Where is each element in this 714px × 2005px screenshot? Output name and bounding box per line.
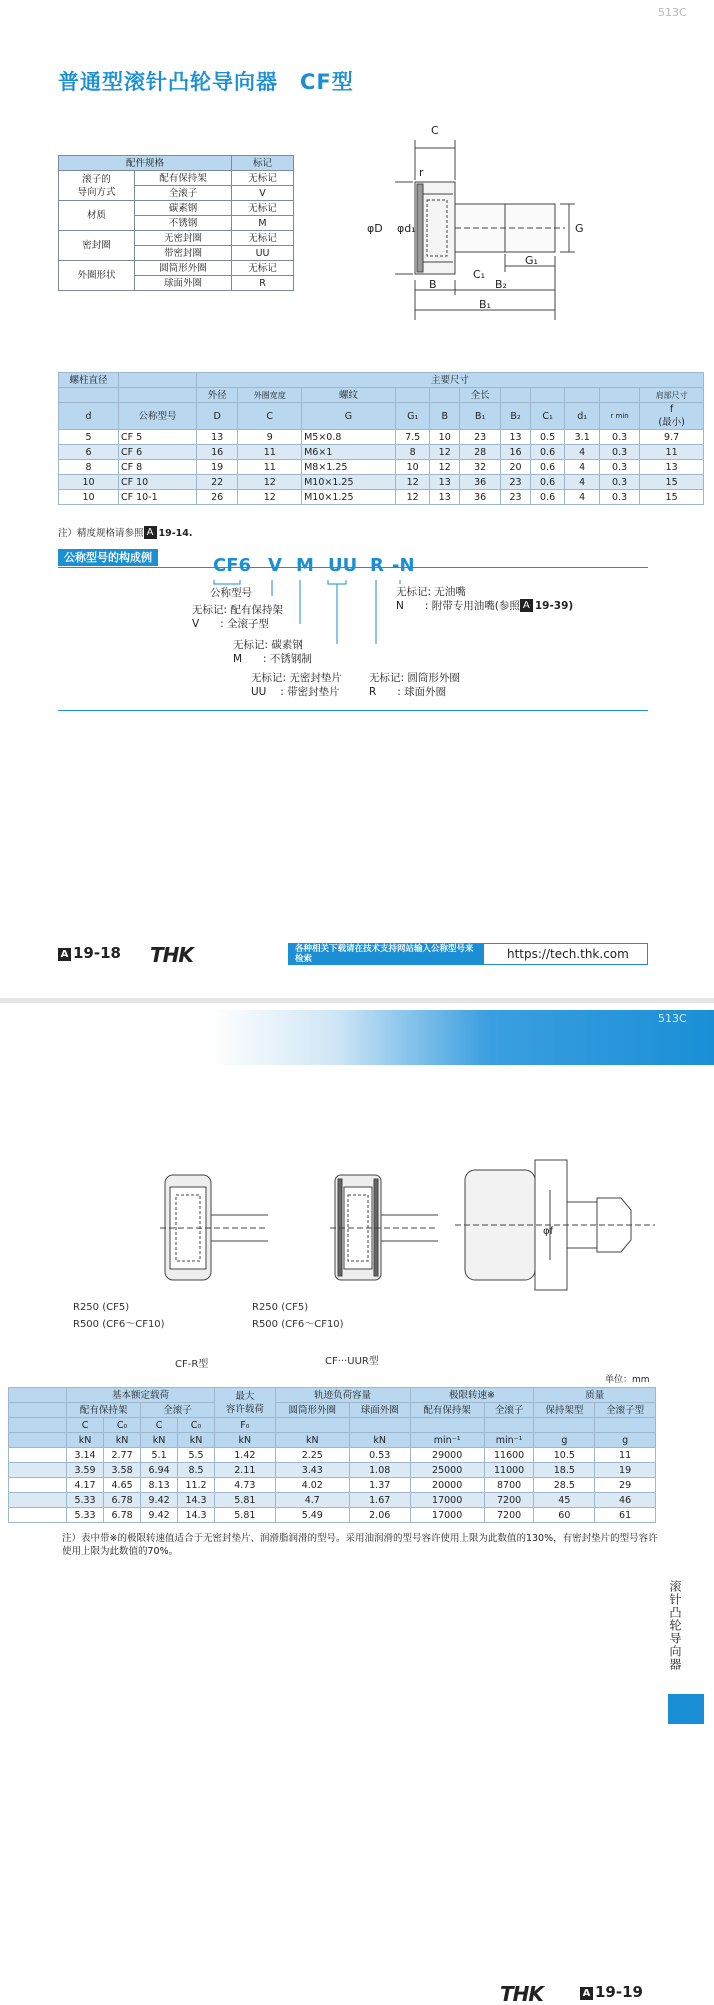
table-cell: 10 bbox=[395, 460, 430, 475]
load-header: 最大 容许载荷 bbox=[214, 1388, 275, 1418]
cf-uur-drawing bbox=[320, 1165, 440, 1295]
load-header: 全滚子 bbox=[141, 1403, 215, 1418]
a-ref-icon: A bbox=[580, 1987, 593, 2000]
load-header: 保持架型 bbox=[534, 1403, 595, 1418]
dims-header: 螺柱直径 bbox=[59, 373, 119, 388]
spec-cell: 碳素钢 bbox=[135, 201, 232, 216]
load-header: C bbox=[67, 1418, 104, 1433]
code-part-n: -N bbox=[392, 555, 415, 576]
table-cell: 15 bbox=[640, 475, 704, 490]
table-cell: 17000 bbox=[410, 1493, 484, 1508]
table-cell: 6.94 bbox=[141, 1463, 178, 1478]
load-header: F₀ bbox=[214, 1418, 275, 1433]
dims-header: G₁ bbox=[395, 403, 430, 430]
table-cell: 7200 bbox=[484, 1493, 534, 1508]
table-cell: 60 bbox=[534, 1508, 595, 1523]
dim-label-d1: φd₁ bbox=[397, 222, 416, 235]
table-cell: 61 bbox=[595, 1508, 656, 1523]
table-cell: M8×1.25 bbox=[302, 460, 396, 475]
table-cell bbox=[9, 1433, 67, 1448]
table-cell: 12 bbox=[430, 460, 459, 475]
spec-cell: UU bbox=[232, 246, 294, 261]
code-part-cf6: CF6 bbox=[213, 555, 252, 576]
dims-header: B bbox=[430, 403, 459, 430]
dim-label-r: r bbox=[419, 166, 424, 179]
dim-label-G: G bbox=[575, 222, 584, 235]
table-cell: 2.77 bbox=[104, 1448, 141, 1463]
dims-header: 肩部尺寸 bbox=[640, 388, 704, 403]
table-cell: 7.5 bbox=[395, 430, 430, 445]
a-ref-icon: A bbox=[58, 948, 71, 961]
table-cell: 26 bbox=[197, 490, 238, 505]
table-cell: 0.3 bbox=[600, 430, 640, 445]
table-cell: 8 bbox=[59, 460, 119, 475]
load-header: 全滚子型 bbox=[595, 1403, 656, 1418]
table-cell bbox=[9, 1478, 67, 1493]
note-text: 注）精度规格请参照 bbox=[58, 528, 144, 539]
side-chapter-marker bbox=[668, 1694, 704, 1724]
table-cell: 8.13 bbox=[141, 1478, 178, 1493]
dim-label-D: φD bbox=[367, 222, 383, 235]
table-cell: 15 bbox=[640, 490, 704, 505]
table-cell: 2.25 bbox=[275, 1448, 349, 1463]
table-cell: 16 bbox=[501, 445, 530, 460]
load-header: C bbox=[141, 1418, 178, 1433]
dims-header: B₁ bbox=[459, 403, 500, 430]
table-cell: 10.5 bbox=[534, 1448, 595, 1463]
table-cell: 29000 bbox=[410, 1448, 484, 1463]
table-cell: 11.2 bbox=[178, 1478, 215, 1493]
cf-r-drawing bbox=[150, 1165, 270, 1295]
unit-cell: kN bbox=[178, 1433, 215, 1448]
note-page: 19-14. bbox=[158, 528, 193, 539]
fig-note-r500b: R500 (CF6～CF10) bbox=[252, 1319, 344, 1330]
speed-note: 注）表中带※的极限转速值适合于无密封垫片、润滑脂润滑的型号。采用油润滑的型号容许使用上限为此数值的130%，有密封垫片的型号容许使用上限为此数值的70%。 bbox=[62, 1533, 658, 1557]
dim-label-B: B bbox=[429, 278, 437, 291]
table-cell: 5.33 bbox=[67, 1508, 104, 1523]
dims-header: f (最小) bbox=[640, 403, 704, 430]
table-cell: 19 bbox=[595, 1463, 656, 1478]
table-cell: 0.6 bbox=[530, 445, 565, 460]
code-label-n-text: N : 附带专用油嘴(参照 bbox=[396, 600, 520, 612]
table-cell: 36 bbox=[459, 490, 500, 505]
dims-header: r min bbox=[600, 403, 640, 430]
table-cell: 0.53 bbox=[349, 1448, 410, 1463]
load-header: 球面外圈 bbox=[349, 1403, 410, 1418]
table-cell: 12 bbox=[238, 490, 302, 505]
code-label-m-none: 无标记: 碳素钢 bbox=[233, 639, 303, 651]
table-cell: 6 bbox=[59, 445, 119, 460]
table-cell: 0.3 bbox=[600, 490, 640, 505]
spec-group-shape: 外圈形状 bbox=[59, 261, 135, 291]
table-cell: 2.11 bbox=[214, 1463, 275, 1478]
table-cell: 10 bbox=[59, 475, 119, 490]
table-cell: 3.1 bbox=[565, 430, 600, 445]
dims-header: 主要尺寸 bbox=[197, 373, 704, 388]
unit-cell: g bbox=[595, 1433, 656, 1448]
table-cell: 12 bbox=[238, 475, 302, 490]
table-cell: 3.14 bbox=[67, 1448, 104, 1463]
table-cell: M10×1.25 bbox=[302, 475, 396, 490]
page-title: 普通型滚针凸轮导向器 CF型 bbox=[58, 70, 354, 94]
dims-header: 公称型号 bbox=[119, 403, 197, 430]
dimensions-table bbox=[58, 372, 704, 505]
fig-caption-cf-r: CF-R型 bbox=[175, 1359, 209, 1370]
code-label-nominal: 公称型号 bbox=[210, 587, 252, 599]
table-cell: 9.42 bbox=[141, 1508, 178, 1523]
code-label-v-v: V : 全滚子型 bbox=[192, 618, 270, 630]
code-label-v-none: 无标记: 配有保持架 bbox=[192, 604, 283, 616]
table-row bbox=[9, 1463, 656, 1478]
table-cell: M10×1.25 bbox=[302, 490, 396, 505]
dim-label-C1: C₁ bbox=[473, 268, 486, 281]
table-row bbox=[9, 1478, 656, 1493]
table-cell: 29 bbox=[595, 1478, 656, 1493]
dims-header: C₁ bbox=[530, 403, 565, 430]
page-code: 513C bbox=[658, 6, 687, 19]
table-cell: 12 bbox=[395, 475, 430, 490]
table-cell: 13 bbox=[501, 430, 530, 445]
table-cell: 10 bbox=[59, 490, 119, 505]
unit-label: 单位：mm bbox=[605, 1375, 650, 1385]
spec-header-mark: 标记 bbox=[232, 156, 294, 171]
table-cell: 5.5 bbox=[178, 1448, 215, 1463]
dims-header: 全长 bbox=[459, 388, 500, 403]
table-cell: 0.6 bbox=[530, 490, 565, 505]
code-label-r-r: R : 球面外圈 bbox=[369, 686, 447, 698]
table-row bbox=[59, 490, 704, 505]
table-cell bbox=[9, 1463, 67, 1478]
table-cell: 19 bbox=[197, 460, 238, 475]
dim-label-G1: G₁ bbox=[525, 254, 538, 267]
table-cell: 8700 bbox=[484, 1478, 534, 1493]
table-cell: 32 bbox=[459, 460, 500, 475]
unit-cell: kN bbox=[349, 1433, 410, 1448]
table-cell: 5.1 bbox=[141, 1448, 178, 1463]
spec-cell: 无标记 bbox=[232, 201, 294, 216]
spec-cell: 无标记 bbox=[232, 261, 294, 276]
dims-header: G bbox=[302, 403, 396, 430]
side-chapter-label: 滚针凸轮导向器 bbox=[668, 1580, 682, 1671]
table-cell: 4 bbox=[565, 460, 600, 475]
table-cell: CF 8 bbox=[119, 460, 197, 475]
table-cell: 11 bbox=[238, 445, 302, 460]
cam-follower-drawing bbox=[355, 120, 635, 320]
dims-header: 外圈宽度 bbox=[238, 388, 302, 403]
dims-header: d₁ bbox=[565, 403, 600, 430]
spec-cell: 无密封圈 bbox=[135, 231, 232, 246]
code-label-uu-none: 无标记: 无密封垫片 bbox=[251, 672, 342, 684]
table-cell: 1.42 bbox=[214, 1448, 275, 1463]
code-label-m-m: M : 不锈钢制 bbox=[233, 653, 312, 665]
table-cell: 13 bbox=[640, 460, 704, 475]
table-cell: 5 bbox=[59, 430, 119, 445]
dims-header: C bbox=[238, 403, 302, 430]
section-title: 公称型号的构成例 bbox=[58, 549, 158, 566]
precision-note bbox=[58, 525, 193, 539]
table-cell: M6×1 bbox=[302, 445, 396, 460]
table-cell: 13 bbox=[430, 490, 459, 505]
code-part-uu: UU bbox=[328, 555, 358, 576]
fig-note-r500: R500 (CF6～CF10) bbox=[73, 1319, 165, 1330]
table-cell: 12 bbox=[430, 445, 459, 460]
table-cell: 5.49 bbox=[275, 1508, 349, 1523]
table-cell: 46 bbox=[595, 1493, 656, 1508]
unit-cell: kN bbox=[141, 1433, 178, 1448]
table-row bbox=[59, 475, 704, 490]
footer-page-number bbox=[58, 944, 121, 962]
table-cell: 20000 bbox=[410, 1478, 484, 1493]
spec-cell: M bbox=[232, 216, 294, 231]
load-header: 轨迹负荷容量 bbox=[275, 1388, 410, 1403]
table-cell: 28 bbox=[459, 445, 500, 460]
table-cell: 11000 bbox=[484, 1463, 534, 1478]
header-gradient bbox=[210, 1010, 714, 1065]
code-label-n-none: 无标记: 无油嘴 bbox=[396, 586, 466, 598]
load-header: 配有保持架 bbox=[67, 1403, 141, 1418]
table-cell: 14.3 bbox=[178, 1508, 215, 1523]
table-cell: 2.06 bbox=[349, 1508, 410, 1523]
spec-cell: R bbox=[232, 276, 294, 291]
table-cell: 6.78 bbox=[104, 1493, 141, 1508]
table-cell: 4 bbox=[565, 445, 600, 460]
fig-note-r250b: R250 (CF5) bbox=[252, 1302, 309, 1313]
spec-cell: 无标记 bbox=[232, 171, 294, 186]
page-number: 19-19 bbox=[595, 1983, 643, 2001]
dims-header: 外径 bbox=[197, 388, 238, 403]
banner-link[interactable]: https://tech.thk.com bbox=[507, 947, 629, 961]
table-cell: 0.6 bbox=[530, 475, 565, 490]
table-cell: 8 bbox=[395, 445, 430, 460]
table-cell: 4.02 bbox=[275, 1478, 349, 1493]
table-cell: 1.67 bbox=[349, 1493, 410, 1508]
dim-label-f: φf bbox=[543, 1226, 554, 1237]
table-cell: 1.08 bbox=[349, 1463, 410, 1478]
spec-cell: 圆筒形外圈 bbox=[135, 261, 232, 276]
dim-label-C: C bbox=[431, 124, 439, 137]
table-cell: CF 6 bbox=[119, 445, 197, 460]
table-cell: 4.7 bbox=[275, 1493, 349, 1508]
spec-cell: 不锈钢 bbox=[135, 216, 232, 231]
dims-header: D bbox=[197, 403, 238, 430]
table-row bbox=[59, 445, 704, 460]
table-cell: 11600 bbox=[484, 1448, 534, 1463]
table-cell: 0.5 bbox=[530, 430, 565, 445]
table-cell: 0.3 bbox=[600, 445, 640, 460]
table-cell: 0.3 bbox=[600, 475, 640, 490]
load-header: 配有保持架 bbox=[410, 1403, 484, 1418]
table-cell: 5.81 bbox=[214, 1493, 275, 1508]
table-cell: 11 bbox=[595, 1448, 656, 1463]
divider bbox=[58, 710, 648, 711]
table-cell: 23 bbox=[459, 430, 500, 445]
table-cell: 22 bbox=[197, 475, 238, 490]
spec-cell: 无标记 bbox=[232, 231, 294, 246]
table-cell: 4 bbox=[565, 490, 600, 505]
spec-cell: 带密封圈 bbox=[135, 246, 232, 261]
table-cell: 18.5 bbox=[534, 1463, 595, 1478]
dims-header: B₂ bbox=[501, 403, 530, 430]
thk-logo: THK bbox=[150, 943, 193, 967]
table-cell: 4.17 bbox=[67, 1478, 104, 1493]
load-header: 极限转速※ bbox=[410, 1388, 534, 1403]
table-cell bbox=[9, 1493, 67, 1508]
table-cell: 13 bbox=[430, 475, 459, 490]
load-header: C₀ bbox=[104, 1418, 141, 1433]
table-row bbox=[9, 1508, 656, 1523]
table-row bbox=[9, 1448, 656, 1463]
dims-header: 螺纹 bbox=[302, 388, 396, 403]
table-cell: 9.42 bbox=[141, 1493, 178, 1508]
spec-group-material: 材质 bbox=[59, 201, 135, 231]
thk-logo: THK bbox=[500, 1982, 543, 2005]
table-cell: 0.3 bbox=[600, 460, 640, 475]
spec-group-guide: 滚子的 导向方式 bbox=[59, 171, 135, 201]
table-row bbox=[59, 460, 704, 475]
table-cell: CF 10 bbox=[119, 475, 197, 490]
unit-cell: kN bbox=[67, 1433, 104, 1448]
table-cell: 13 bbox=[197, 430, 238, 445]
table-cell: 1.37 bbox=[349, 1478, 410, 1493]
spec-table bbox=[58, 155, 294, 291]
table-cell: M5×0.8 bbox=[302, 430, 396, 445]
banner-text: 各种相关下载请在技术支持网站输入公称型号来检索 bbox=[289, 944, 484, 964]
code-label-uu-uu: UU : 带密封垫片 bbox=[251, 686, 340, 698]
table-cell: 16 bbox=[197, 445, 238, 460]
dims-header: d bbox=[59, 403, 119, 430]
table-cell: 23 bbox=[501, 490, 530, 505]
table-cell: 12 bbox=[395, 490, 430, 505]
table-cell bbox=[9, 1508, 67, 1523]
table-cell: 3.59 bbox=[67, 1463, 104, 1478]
spec-header-spec: 配件规格 bbox=[59, 156, 232, 171]
table-cell: CF 5 bbox=[119, 430, 197, 445]
code-part-v: V bbox=[268, 555, 282, 576]
unit-cell: kN bbox=[275, 1433, 349, 1448]
table-cell: 3.43 bbox=[275, 1463, 349, 1478]
table-cell: 5.81 bbox=[214, 1508, 275, 1523]
load-table bbox=[8, 1387, 656, 1523]
page-number: 19-18 bbox=[73, 944, 121, 962]
load-header: C₀ bbox=[178, 1418, 215, 1433]
fig-caption-cf-uur: CF···UUR型 bbox=[325, 1356, 379, 1367]
table-cell: 9 bbox=[238, 430, 302, 445]
load-header: 全滚子 bbox=[484, 1403, 534, 1418]
table-row bbox=[59, 430, 704, 445]
table-cell: 25000 bbox=[410, 1463, 484, 1478]
a-ref-icon: A bbox=[520, 599, 533, 612]
table-cell: 14.3 bbox=[178, 1493, 215, 1508]
spec-cell: 配有保持架 bbox=[135, 171, 232, 186]
table-cell: 4 bbox=[565, 475, 600, 490]
load-header: 圆筒形外圈 bbox=[275, 1403, 349, 1418]
table-cell: 11 bbox=[238, 460, 302, 475]
code-part-r: R bbox=[370, 555, 384, 576]
code-label-n-ref: 19-39) bbox=[534, 600, 574, 612]
table-cell: 20 bbox=[501, 460, 530, 475]
table-cell: 6.78 bbox=[104, 1508, 141, 1523]
unit-cell: kN bbox=[104, 1433, 141, 1448]
table-cell: 3.58 bbox=[104, 1463, 141, 1478]
spec-group-seal: 密封圈 bbox=[59, 231, 135, 261]
table-cell: 8.5 bbox=[178, 1463, 215, 1478]
table-cell: 11 bbox=[640, 445, 704, 460]
a-ref-icon: A bbox=[144, 526, 157, 539]
table-row bbox=[9, 1493, 656, 1508]
table-cell: 4.65 bbox=[104, 1478, 141, 1493]
footer-page-number bbox=[580, 1983, 643, 2001]
dim-label-B2: B₂ bbox=[495, 278, 507, 291]
table-cell: 9.7 bbox=[640, 430, 704, 445]
table-cell: 10 bbox=[430, 430, 459, 445]
unit-cell: g bbox=[534, 1433, 595, 1448]
mounting-drawing bbox=[455, 1150, 655, 1300]
table-cell: 0.6 bbox=[530, 460, 565, 475]
table-cell: 28.5 bbox=[534, 1478, 595, 1493]
spec-cell: 球面外圈 bbox=[135, 276, 232, 291]
code-label-n-n bbox=[396, 599, 573, 613]
unit-cell: min⁻¹ bbox=[484, 1433, 534, 1448]
table-cell: 17000 bbox=[410, 1508, 484, 1523]
dim-label-B1: B₁ bbox=[479, 298, 491, 311]
table-cell bbox=[9, 1448, 67, 1463]
spec-cell: V bbox=[232, 186, 294, 201]
page-code: 513C bbox=[658, 1012, 687, 1025]
table-cell: 5.33 bbox=[67, 1493, 104, 1508]
table-cell: 36 bbox=[459, 475, 500, 490]
table-cell: CF 10-1 bbox=[119, 490, 197, 505]
table-cell: 23 bbox=[501, 475, 530, 490]
support-banner[interactable] bbox=[288, 943, 648, 965]
load-header: 基本额定载荷 bbox=[67, 1388, 215, 1403]
unit-cell: kN bbox=[214, 1433, 275, 1448]
code-label-r-none: 无标记: 圆筒形外圈 bbox=[369, 672, 460, 684]
unit-cell: min⁻¹ bbox=[410, 1433, 484, 1448]
spec-cell: 全滚子 bbox=[135, 186, 232, 201]
load-header: 质量 bbox=[534, 1388, 656, 1403]
table-cell: 7200 bbox=[484, 1508, 534, 1523]
table-cell: 45 bbox=[534, 1493, 595, 1508]
table-cell: 4.73 bbox=[214, 1478, 275, 1493]
fig-note-r250: R250 (CF5) bbox=[73, 1302, 130, 1313]
code-part-m: M bbox=[296, 555, 314, 576]
